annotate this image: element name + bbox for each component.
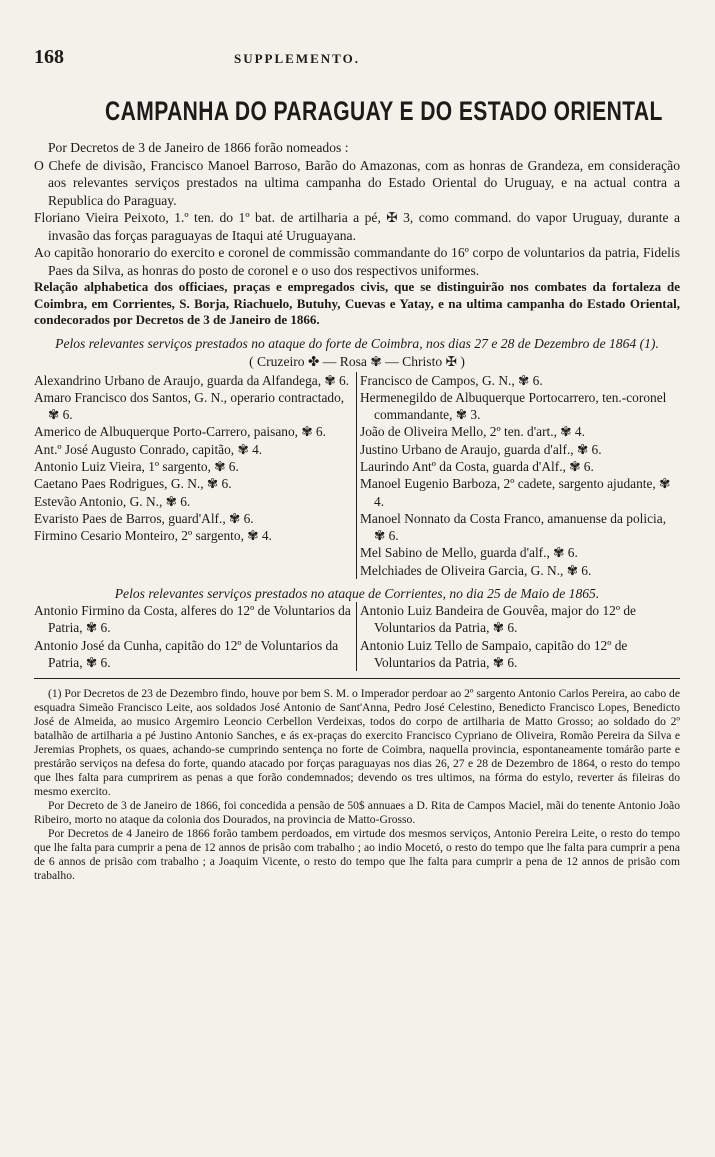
list-item: Caetano Paes Rodrigues, G. N., ✾ 6. [34,476,232,492]
list-item: Alexandrino Urbano de Araujo, guarda da Alfandega, ✾ 6. [34,372,350,388]
section2-columns [34,602,680,671]
section2-left-column [34,602,357,671]
intro-line: Por Decretos de 3 de Janeiro de 1866 forão nomeados : [48,140,349,155]
footnote: Por Decreto de 3 de Janeiro de 1866, foi concedida a pensão de 50$ annuaes a D. Rita de Campos Maciel, mãi do tenente Antonio João Ribeiro, morto no ataque da colonia dos Dourados, na provincia de Matto-Grosso. [34,799,680,827]
section1-right-column [357,372,680,580]
section1-heading: Pelos relevantes serviços prestados no ataque do forte de Coimbra, nos dias 27 e 28 de Dezembro de 1864 (1). [55,335,659,351]
running-title: SUPPLEMENTO. [234,51,360,66]
section2-right-column [357,602,680,671]
footnote: (1) Por Decretos de 23 de Dezembro findo, houve por bem S. M. o Imperador perdoar ao 2º sargento Antonio Carlos Pereira, ao cabo de esquadra Simeão Francisco Leite, aos soldados José Antonio de Sant'Anna, Pedro José Celestino, Benedicto Francisco Lopes, Benedicto José de Almeida, ao musico Argemiro Leoncio Cerbellon Verdeixas, todos do corpo de artilharia de Matto Grosso; ao soldado do 2º batalhão de artilharia a pé Justino Antonio Sanches, e ás ex-praças do exercito Francisco Cypriano de Oliveira, Romão Pereira da Silva e Jeremias Prophets, os quaes, achando-se cumprindo sentença no forte de Coimbra, naquella provincia, espontaneamente tomárão parte e prestárão serviços na defesa do forte, quando atacado por forças paraguayas nos dias 26, 27 e 28 de Dezembro de 1864, o resto do tempo que lhes falta para cumprirem as penas a que forão condemnados; devendo os tres ultimos, na fórma do estylo, reverter ás fileiras do mesmo exercito. [34,687,680,799]
section1-columns [34,372,680,580]
list-item: Antonio Luiz Tello de Sampaio, capitão do 12º de Voluntarios da Patria, ✾ 6. [360,637,628,670]
appointment-item: Ao capitão honorario do exercito e coronel de commissão commandante do 16º corpo de voluntarios da patria, Fidelis Paes da Silva, as honras do posto de coronel e o uso dos respectivos uniformes. [34,245,680,278]
section1-left-column [34,372,357,580]
page-title: CAMPANHA DO PARAGUAY E DO ESTADO ORIENTAL [105,96,663,126]
list-item: Francisco de Campos, G. N., ✾ 6. [360,372,543,388]
list-item: Laurindo Antº da Costa, guarda d'Alf., ✾ 6. [360,458,594,474]
section2-heading: Pelos relevantes serviços prestados no ataque de Corrientes, no dia 25 de Maio de 1865. [114,586,600,602]
page-header [34,46,680,72]
list-item: Antonio José da Cunha, capitão do 12º de Voluntarios da Patria, ✾ 6. [34,637,339,670]
list-item: Justino Urbano de Araujo, guarda d'alf., ✾ 6. [360,441,602,457]
list-item: Antonio Luiz Bandeira de Gouvêa, major do 12º de Voluntarios da Patria, ✾ 6. [360,603,636,636]
list-item: Antonio Firmino da Costa, alferes do 12º de Voluntarios da Patria, ✾ 6. [34,603,351,636]
list-item: Hermenegildo de Albuquerque Portocarrero, ten.-coronel commandante, ✾ 3. [360,389,667,423]
footnote: Por Decretos de 4 Janeiro de 1866 forão tambem perdoados, em virtude dos mesmos serviços, Antonio Pereira Leite, o resto do tempo que lhe falta para cumprir a pena de 12 annos de prisão com trabalho ; ao indio Mocetó, o resto do tempo que lhe falta para cumprir a pena de 6 annos de prisão com trabalho ; a Joaquim Vicente, o resto do tempo que lhe falta para cumprir a pena de 12 annos de prisão com trabalho. [34,827,680,883]
list-item: Manoel Nonnato da Costa Franco, amanuense da policia, ✾ 6. [360,510,667,544]
document-page [34,46,680,883]
orders-legend: ( Cruzeiro ✤ — Rosa ✾ — Christo ✠ ) [249,353,465,369]
footnote-divider [34,678,680,679]
list-item: Ant.º José Augusto Conrado, capitão, ✾ 4. [34,441,263,457]
appointment-item: Floriano Vieira Peixoto, 1.º ten. do 1º bat. de artilharia a pé, ✠ 3, como command. do vapor Uruguay, durante a invasão das forças paraguayas de Itaqui até Uruguayana. [34,210,680,243]
relation-heading: Relação alphabetica dos officiaes, praças e empregados civis, que se distinguirão nos combates da fortaleza de Coimbra, em Corrientes, S. Borja, Riachuelo, Butuhy, Cuevas e Yatay, e na ultima campanha do Estado Oriental, condecorados por Decretos de 3 de Janeiro de 1866. [34,279,680,327]
list-item: Antonio Luiz Vieira, 1º sargento, ✾ 6. [34,458,239,474]
list-item: Americo de Albuquerque Porto-Carrero, paisano, ✾ 6. [34,424,326,440]
list-item: João de Oliveira Mello, 2º ten. d'art., ✾ 4. [360,424,585,440]
list-item: Mel Sabino de Mello, guarda d'alf., ✾ 6. [360,545,578,561]
list-item: Manoel Eugenio Barboza, 2º cadete, sargento ajudante, ✾ 4. [360,476,671,509]
list-item: Estevão Antonio, G. N., ✾ 6. [34,493,191,509]
list-item: Evaristo Paes de Barros, guard'Alf., ✾ 6. [34,510,254,526]
list-item: Melchiades de Oliveira Garcia, G. N., ✾ 6. [360,562,592,578]
page-number: 168 [34,46,64,68]
list-item: Amaro Francisco dos Santos, G. N., operario contractado, ✾ 6. [34,389,345,423]
list-item: Firmino Cesario Monteiro, 2º sargento, ✾ 4. [34,528,272,544]
appointment-item: O Chefe de divisão, Francisco Manoel Barroso, Barão do Amazonas, com as honras de Grandeza, em consideração aos relevantes serviços prestados na ultima campanha do Estado Oriental do Uruguay, e na actual contra a Republica do Paraguay. [34,157,680,208]
